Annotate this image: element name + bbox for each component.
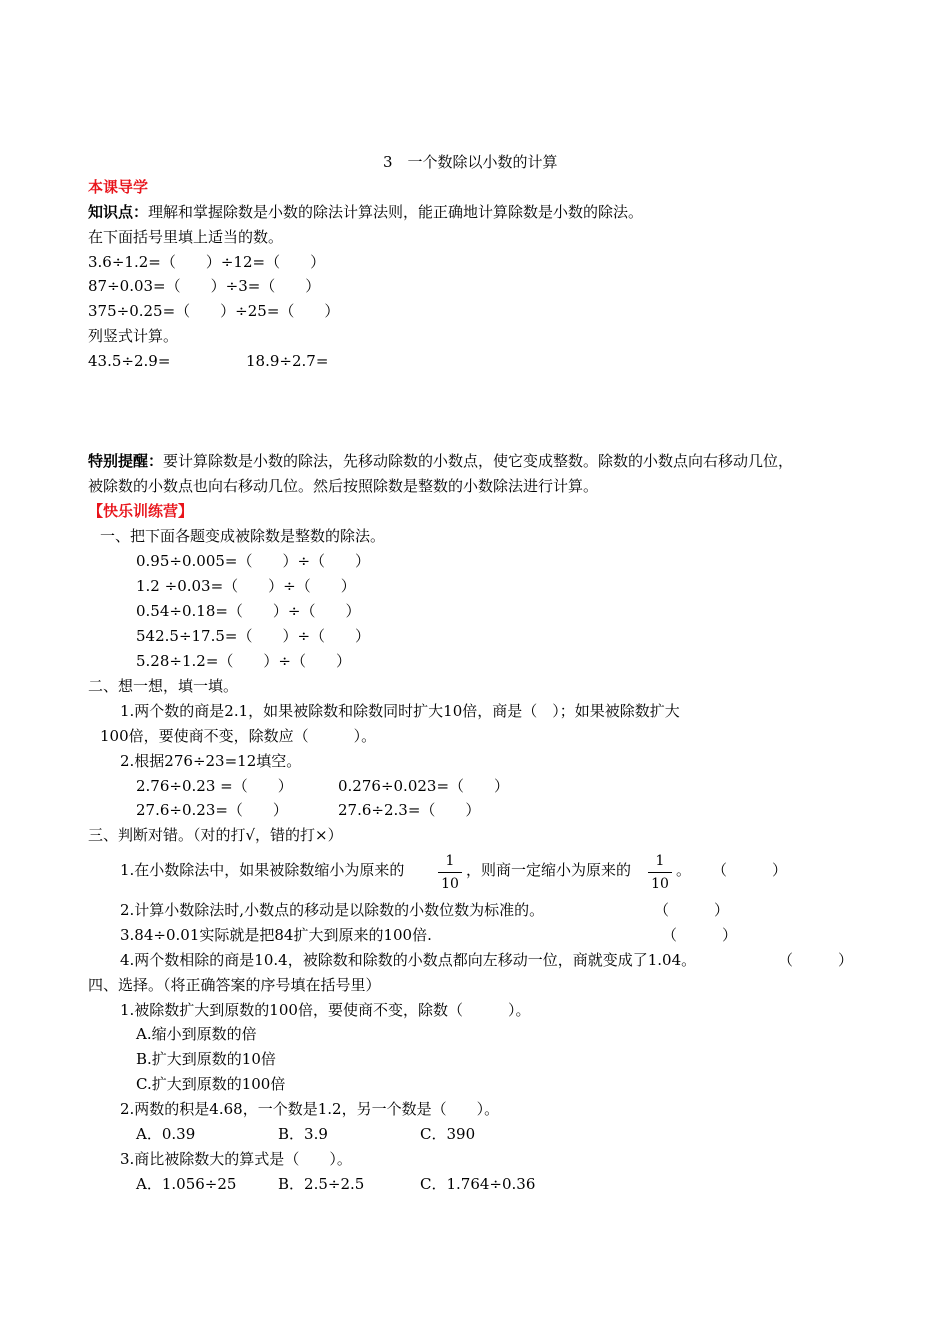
knowledge-text: 理解和掌握除数是小数的除法计算法则，能正确地计算除数是小数的除法。 (148, 203, 644, 221)
q2-subitem: 27.6÷2.3=（ ） (338, 801, 481, 819)
fraction-one-tenth (438, 852, 462, 893)
knowledge-label: 知识点： (88, 203, 149, 221)
q4-option: C．390 (420, 1125, 476, 1143)
question-4-title: 四、选择。（将正确答案的序号填在括号里） (88, 976, 381, 994)
fill-line: 375÷0.25=（ ）÷25=（ ） (88, 302, 340, 320)
answer-blank: （ ） (654, 901, 730, 919)
fraction-numerator: 1 (438, 852, 462, 873)
q4-option: C.扩大到原数的100倍 (136, 1075, 286, 1093)
q2-item-2: 2.根据276÷23=12填空。 (120, 752, 302, 770)
q2-subitem: 27.6÷0.23=（ ） (136, 801, 288, 819)
q3-item-1-part-a: 1.在小数除法中，如果被除数缩小为原来的 (120, 861, 405, 879)
camp-heading: 【快乐训练营】 (88, 502, 194, 520)
vertical-intro: 列竖式计算。 (88, 327, 179, 345)
question-1-title: 一、把下面各题变成被除数是整数的除法。 (100, 527, 386, 545)
q1-item: 542.5÷17.5=（ ）÷（ ） (136, 627, 371, 645)
section-guide-heading: 本课导学 (88, 178, 149, 196)
q1-item: 1.2 ÷0.03=（ ）÷（ ） (136, 577, 356, 595)
q1-item: 0.54÷0.18=（ ）÷（ ） (136, 602, 361, 620)
fraction-numerator: 1 (648, 852, 672, 873)
question-3-title: 三、判断对错。（对的打√，错的打×） (88, 826, 343, 844)
fill-line: 87÷0.03=（ ）÷3=（ ） (88, 277, 321, 295)
q3-item-1-part-c: 。 (676, 861, 692, 879)
fraction-denominator: 10 (651, 876, 669, 892)
q3-item-2: 2.计算小数除法时,小数点的移动是以除数的小数位数为标准的。 (120, 901, 545, 919)
answer-blank: （ ） (662, 926, 738, 944)
reminder-label: 特别提醒： (88, 452, 164, 470)
q1-item: 5.28÷1.2=（ ）÷（ ） (136, 652, 351, 670)
q4-item-1: 1.被除数扩大到原数的100倍，要使商不变，除数（ ）。 (120, 1001, 531, 1019)
page-title: 3 一个数除以小数的计算 (383, 153, 558, 171)
q2-item-1: 1.两个数的商是2.1，如果被除数和除数同时扩大10倍，商是（ ）；如果被除数扩大 (120, 702, 680, 720)
answer-blank: （ ） (778, 951, 854, 969)
vertical-problem-a: 43.5÷2.9= (88, 352, 171, 370)
q4-item-2: 2.两数的积是4.68，一个数是1.2，另一个数是（ ）。 (120, 1100, 500, 1118)
q3-item-1-part-b: ，则商一定缩小为原来的 (466, 861, 632, 879)
q4-option: A．1.056÷25 (136, 1175, 237, 1193)
q4-option: A.缩小到原数的倍 (136, 1025, 257, 1043)
q4-option: B．2.5÷2.5 (278, 1175, 365, 1193)
q2-subitem: 2.76÷0.23 =（ ） (136, 777, 293, 795)
q2-subitem: 0.276÷0.023=（ ） (338, 777, 510, 795)
fill-line: 3.6÷1.2=（ ）÷12=（ ） (88, 253, 326, 271)
reminder-text: 要计算除数是小数的除法，先移动除数的小数点，使它变成整数。除数的小数点向右移动几位， (163, 452, 794, 470)
q4-option: B．3.9 (278, 1125, 328, 1143)
q3-item-4: 4.两个数相除的商是10.4，被除数和除数的小数点都向左移动一位，商就变成了1.04。 (120, 951, 697, 969)
reminder-line (88, 451, 793, 471)
q4-item-3: 3.商比被除数大的算式是（ ）。 (120, 1150, 352, 1168)
knowledge-point (88, 202, 643, 222)
q4-option: C．1.764÷0.36 (420, 1175, 536, 1193)
fill-intro: 在下面括号里填上适当的数。 (88, 228, 284, 246)
vertical-problem-b: 18.9÷2.7= (246, 352, 329, 370)
q4-option: A．0.39 (136, 1125, 196, 1143)
fraction-denominator: 10 (441, 876, 459, 892)
q1-item: 0.95÷0.005=（ ）÷（ ） (136, 552, 371, 570)
answer-blank: （ ） (712, 861, 788, 879)
q4-option: B.扩大到原数的10倍 (136, 1050, 276, 1068)
q2-item-1-cont: 100倍，要使商不变，除数应（ ）。 (100, 727, 377, 745)
q3-item-3: 3.84÷0.01实际就是把84扩大到原来的100倍. (120, 926, 432, 944)
question-2-title: 二、想一想，填一填。 (88, 677, 239, 695)
fraction-one-tenth (648, 852, 672, 893)
reminder-text-cont: 被除数的小数点也向右移动几位。然后按照除数是整数的小数除法进行计算。 (88, 477, 599, 495)
